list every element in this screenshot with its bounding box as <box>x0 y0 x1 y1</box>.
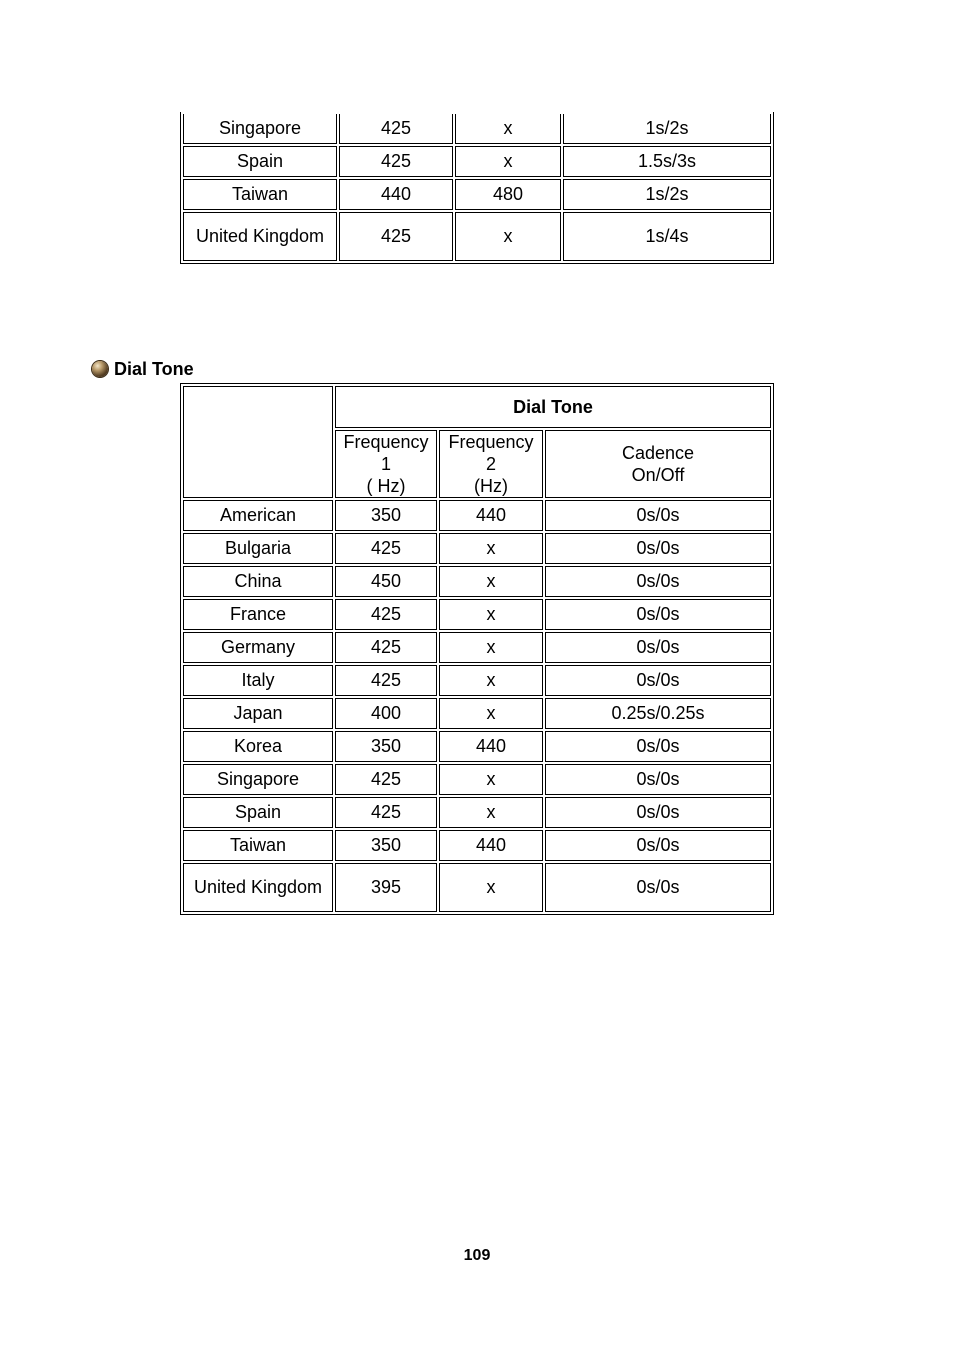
frequency-1-cell: 425 <box>339 212 453 261</box>
country-cell: Singapore <box>183 764 333 795</box>
table-row <box>183 500 771 531</box>
country-cell: China <box>183 566 333 597</box>
table-row <box>183 764 771 795</box>
cadence-cell: 0s/0s <box>545 863 771 912</box>
cadence-cell: 0s/0s <box>545 566 771 597</box>
country-cell: France <box>183 599 333 630</box>
country-cell: Spain <box>183 797 333 828</box>
frequency-2-cell: x <box>439 533 543 564</box>
cadence-cell: 0s/0s <box>545 830 771 861</box>
frequency-2-cell: 440 <box>439 500 543 531</box>
dial-tone-heading <box>92 358 194 380</box>
cadence-cell: 0s/0s <box>545 632 771 663</box>
frequency-2-cell: x <box>439 863 543 912</box>
frequency-1-cell: 425 <box>339 114 453 144</box>
table-row <box>183 179 771 210</box>
frequency-2-cell: x <box>439 566 543 597</box>
cadence-cell: 0s/0s <box>545 797 771 828</box>
frequency-1-cell: 350 <box>335 731 437 762</box>
frequency-2-cell: x <box>455 146 561 177</box>
frequency-2-cell: x <box>455 114 561 144</box>
frequency-1-cell: 450 <box>335 566 437 597</box>
frequency-1-cell: 425 <box>335 764 437 795</box>
frequency-2-cell: 440 <box>439 731 543 762</box>
frequency-2-cell: x <box>439 599 543 630</box>
table-row <box>183 599 771 630</box>
country-cell: Taiwan <box>183 830 333 861</box>
cadence-cell: 0s/0s <box>545 665 771 696</box>
frequency-2-cell: x <box>439 764 543 795</box>
cadence-cell: 1s/2s <box>563 114 771 144</box>
cadence-cell: 0s/0s <box>545 599 771 630</box>
frequency-2-cell: x <box>439 797 543 828</box>
country-cell: Taiwan <box>183 179 337 210</box>
table-row <box>183 146 771 177</box>
table-row <box>183 566 771 597</box>
table-row <box>183 632 771 663</box>
page-number: 109 <box>463 1247 491 1264</box>
country-cell: United Kingdom <box>183 212 337 261</box>
table-row <box>183 731 771 762</box>
frequency-1-cell: 350 <box>335 830 437 861</box>
table-header-row <box>183 386 771 428</box>
frequency-2-cell: 480 <box>455 179 561 210</box>
frequency-2-cell: x <box>439 632 543 663</box>
country-cell: Japan <box>183 698 333 729</box>
ring-tone-table-continued <box>180 112 774 264</box>
table-row <box>183 863 771 912</box>
frequency-1-cell: 425 <box>335 797 437 828</box>
frequency-1-cell: 395 <box>335 863 437 912</box>
table-row <box>183 698 771 729</box>
table-row <box>183 797 771 828</box>
table-row <box>183 114 771 144</box>
sphere-bullet-icon <box>92 361 108 377</box>
table-row <box>183 533 771 564</box>
table-row <box>183 212 771 261</box>
cadence-header: Cadence On/Off <box>545 430 771 498</box>
frequency-1-cell: 425 <box>335 599 437 630</box>
cadence-cell: 1s/4s <box>563 212 771 261</box>
frequency-1-cell: 400 <box>335 698 437 729</box>
cadence-cell: 0s/0s <box>545 764 771 795</box>
country-cell: American <box>183 500 333 531</box>
cadence-cell: 0s/0s <box>545 533 771 564</box>
country-cell: Singapore <box>183 114 337 144</box>
frequency-2-cell: x <box>455 212 561 261</box>
cadence-cell: 0s/0s <box>545 500 771 531</box>
frequency-2-cell: x <box>439 665 543 696</box>
cadence-cell: 1s/2s <box>563 179 771 210</box>
frequency-1-cell: 425 <box>335 665 437 696</box>
dial-tone-table <box>180 383 774 915</box>
frequency-1-cell: 425 <box>335 533 437 564</box>
country-cell: Bulgaria <box>183 533 333 564</box>
cadence-cell: 0s/0s <box>545 731 771 762</box>
frequency-1-cell: 440 <box>339 179 453 210</box>
country-cell: Spain <box>183 146 337 177</box>
frequency-2-cell: 440 <box>439 830 543 861</box>
cadence-cell: 0.25s/0.25s <box>545 698 771 729</box>
frequency-1-cell: 350 <box>335 500 437 531</box>
cadence-cell: 1.5s/3s <box>563 146 771 177</box>
country-cell: Korea <box>183 731 333 762</box>
dial-tone-group-header: Dial Tone <box>335 386 771 428</box>
table-row <box>183 665 771 696</box>
frequency-2-cell: x <box>439 698 543 729</box>
frequency-2-header: Frequency 2 (Hz) <box>439 430 543 498</box>
empty-corner-cell <box>183 386 333 498</box>
frequency-1-cell: 425 <box>339 146 453 177</box>
frequency-1-header: Frequency 1 ( Hz) <box>335 430 437 498</box>
section-title: Dial Tone <box>114 359 194 379</box>
country-cell: Germany <box>183 632 333 663</box>
frequency-1-cell: 425 <box>335 632 437 663</box>
table-row <box>183 830 771 861</box>
country-cell: Italy <box>183 665 333 696</box>
country-cell: United Kingdom <box>183 863 333 912</box>
